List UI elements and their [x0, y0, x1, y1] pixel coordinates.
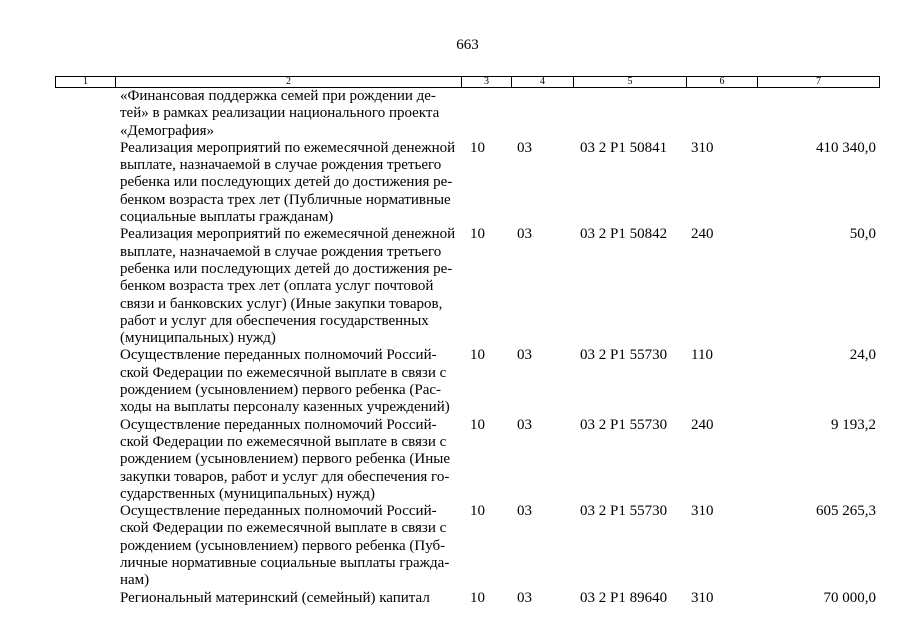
description-line: работ и услуг для обеспечения государственных: [120, 312, 429, 329]
description-line: связи и банковских услуг) (Иные закупки товаров,: [120, 295, 443, 312]
description-line: рождением (усыновлением) первого ребенка (Пуб-: [120, 537, 446, 554]
row-col3-cell: 10: [470, 589, 485, 606]
row-col4-cell: 03: [517, 347, 532, 364]
page-number: 663: [456, 37, 479, 53]
budget-table: [55, 76, 880, 607]
table-row: [55, 417, 880, 503]
row-col3-cell: [461, 88, 511, 140]
column-header-7: 7: [757, 77, 879, 87]
row-col7-cell: 70 000,0: [823, 589, 876, 606]
table-row: [55, 140, 880, 226]
column-header-2: 2: [115, 77, 461, 87]
description-line: Осуществление переданных полномочий Россий-: [120, 416, 437, 433]
row-col4-cell: 03: [517, 226, 532, 243]
description-line: ской Федерации по ежемесячной выплате в связи с: [120, 433, 447, 450]
description-line: закупки товаров, работ и услуг для обеспечения го-: [120, 468, 450, 485]
description-line: нам): [120, 572, 150, 589]
description-line: «Финансовая поддержка семей при рождении де-: [120, 88, 436, 104]
description-line: ской Федерации по ежемесячной выплате в связи с: [120, 520, 447, 537]
description-line: рождением (усыновлением) первого ребенка (Иные: [120, 451, 450, 468]
row-description-cell: [115, 347, 461, 416]
table-row: [55, 347, 880, 416]
row-col7-cell: 50,0: [849, 226, 876, 243]
table-row: [55, 226, 880, 347]
description-line: ходы на выплаты персоналу казенных учреждений): [120, 399, 450, 416]
row-col3-cell: 10: [470, 416, 485, 433]
table-row: [55, 590, 880, 607]
table-body: [55, 88, 880, 607]
description-line: Осуществление переданных полномочий Россий-: [120, 347, 437, 364]
description-line: выплате, назначаемой в случае рождения третьего: [120, 157, 442, 174]
description-line: бенком возраста трех лет (оплата услуг почтовой: [120, 278, 434, 295]
description-line: ребенка или последующих детей до достижения ре-: [120, 174, 453, 191]
description-line: выплате, назначаемой в случае рождения третьего: [120, 243, 442, 260]
row-col4-cell: 03: [517, 589, 532, 606]
row-col7-cell: 9 193,2: [831, 416, 876, 433]
row-description-cell: [115, 140, 461, 226]
column-header-3: 3: [461, 77, 511, 87]
row-col5-cell: [573, 88, 686, 140]
row-column-1-cell: [55, 347, 115, 416]
description-line: ской Федерации по ежемесячной выплате в связи с: [120, 364, 447, 381]
row-col6-cell: 310: [691, 139, 714, 156]
description-line: Региональный материнский (семейный) капитал: [120, 589, 430, 606]
table-row: [55, 503, 880, 589]
column-header-1: 1: [83, 77, 88, 87]
row-column-1-cell: [55, 503, 115, 589]
row-col6-cell: 240: [691, 416, 714, 433]
description-line: рождением (усыновлением) первого ребенка (Рас-: [120, 382, 442, 399]
row-col3-cell: 10: [470, 139, 485, 156]
description-line: Реализация мероприятий по ежемесячной денежной: [120, 226, 456, 243]
description-line: социальные выплаты гражданам): [120, 209, 334, 226]
row-col7-cell: 410 340,0: [816, 139, 876, 156]
row-column-1-cell: [55, 88, 115, 140]
row-col5-cell: 03 2 Р1 89640: [580, 589, 668, 606]
row-col7-cell: [757, 88, 880, 140]
description-line: (муниципальных) нужд): [120, 330, 276, 347]
row-col4-cell: [511, 88, 573, 140]
row-col3-cell: 10: [470, 503, 485, 520]
row-col6-cell: 110: [691, 347, 713, 364]
row-col3-cell: 10: [470, 226, 485, 243]
row-col7-cell: 24,0: [849, 347, 876, 364]
row-col6-cell: [686, 88, 757, 140]
description-line: «Демография»: [120, 122, 215, 139]
row-column-1-cell: [55, 226, 115, 347]
description-line: Реализация мероприятий по ежемесячной денежной: [120, 139, 456, 156]
description-line: личные нормативные социальные выплаты гражда-: [120, 555, 450, 572]
row-col7-cell: 605 265,3: [816, 503, 876, 520]
row-col5-cell: 03 2 Р1 55730: [580, 503, 668, 520]
row-col5-cell: 03 2 Р1 50842: [580, 226, 668, 243]
row-column-1-cell: [55, 140, 115, 226]
table-row: [55, 88, 880, 140]
row-description-cell: [115, 417, 461, 503]
row-description-cell: [115, 503, 461, 589]
row-description-cell: [115, 88, 461, 140]
row-col6-cell: 310: [691, 503, 714, 520]
row-col5-cell: 03 2 Р1 55730: [580, 347, 668, 364]
row-col5-cell: 03 2 Р1 55730: [580, 416, 668, 433]
description-line: бенком возраста трех лет (Публичные нормативные: [120, 191, 451, 208]
column-header-4: 4: [511, 77, 573, 87]
row-description-cell: [115, 226, 461, 347]
row-col5-cell: 03 2 Р1 50841: [580, 139, 668, 156]
column-header-6: 6: [686, 77, 757, 87]
row-col3-cell: 10: [470, 347, 485, 364]
column-header-5: 5: [573, 77, 686, 87]
row-col4-cell: 03: [517, 416, 532, 433]
description-line: тей» в рамках реализации национального проекта: [120, 105, 440, 122]
row-col4-cell: 03: [517, 503, 532, 520]
row-col6-cell: 310: [691, 589, 714, 606]
row-description-cell: [115, 590, 461, 607]
description-line: ребенка или последующих детей до достижения ре-: [120, 260, 453, 277]
description-line: Осуществление переданных полномочий Россий-: [120, 503, 437, 520]
table-header-row: [55, 76, 880, 88]
row-col4-cell: 03: [517, 139, 532, 156]
description-line: сударственных (муниципальных) нужд): [120, 485, 375, 502]
row-column-1-cell: [55, 590, 115, 607]
row-col6-cell: 240: [691, 226, 714, 243]
row-column-1-cell: [55, 417, 115, 503]
